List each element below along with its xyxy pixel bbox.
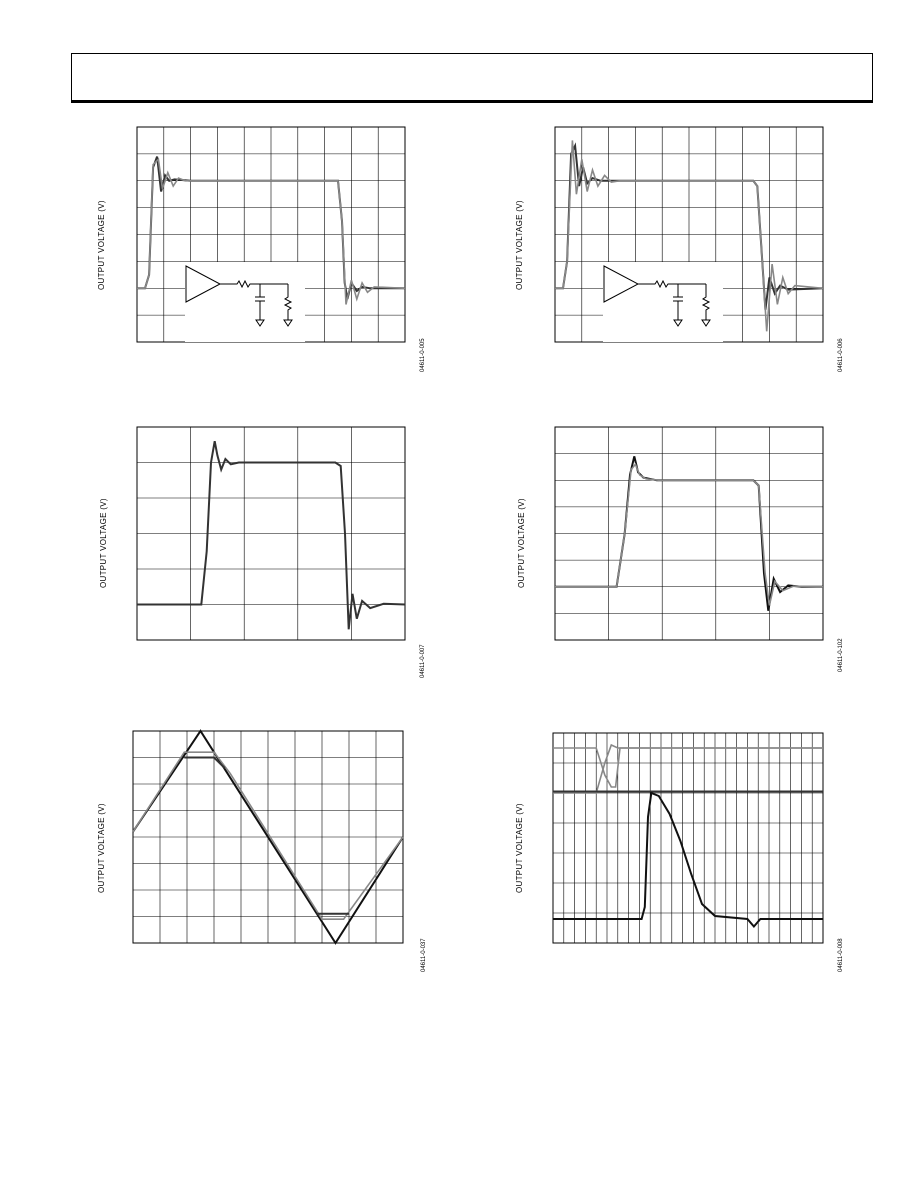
schematic-background bbox=[185, 262, 305, 342]
rc-load-schematic bbox=[185, 262, 305, 342]
figure-id-label: 04611-0-037 bbox=[421, 938, 427, 972]
page-header-box bbox=[71, 53, 873, 103]
y-axis-label: OUTPUT VOLTAGE (V) bbox=[515, 803, 524, 893]
figure-id-label: 04611-0-006 bbox=[838, 338, 844, 372]
chart-plot-area bbox=[555, 127, 823, 342]
y-axis-label: OUTPUT VOLTAGE (V) bbox=[99, 498, 108, 588]
chart-plot-area bbox=[133, 731, 403, 943]
schematic-background bbox=[603, 262, 723, 342]
plot-frame bbox=[553, 733, 823, 943]
figure-id-label: 04611-0-005 bbox=[420, 338, 426, 372]
y-axis-label: OUTPUT VOLTAGE (V) bbox=[97, 200, 106, 290]
y-axis-label: OUTPUT VOLTAGE (V) bbox=[515, 200, 524, 290]
chart-plot-area bbox=[137, 427, 405, 640]
chart-plot-area bbox=[137, 127, 405, 342]
y-axis-label: OUTPUT VOLTAGE (V) bbox=[517, 498, 526, 588]
chart-plot-area bbox=[555, 427, 823, 640]
y-axis-label: OUTPUT VOLTAGE (V) bbox=[97, 803, 106, 893]
figure-id-label: 04611-0-102 bbox=[838, 638, 844, 672]
figure-id-label: 04611-0-007 bbox=[420, 644, 426, 678]
figure-id-label: 04611-0-008 bbox=[838, 938, 844, 972]
chart-plot-area bbox=[553, 733, 823, 943]
rc-load-schematic bbox=[603, 262, 723, 342]
